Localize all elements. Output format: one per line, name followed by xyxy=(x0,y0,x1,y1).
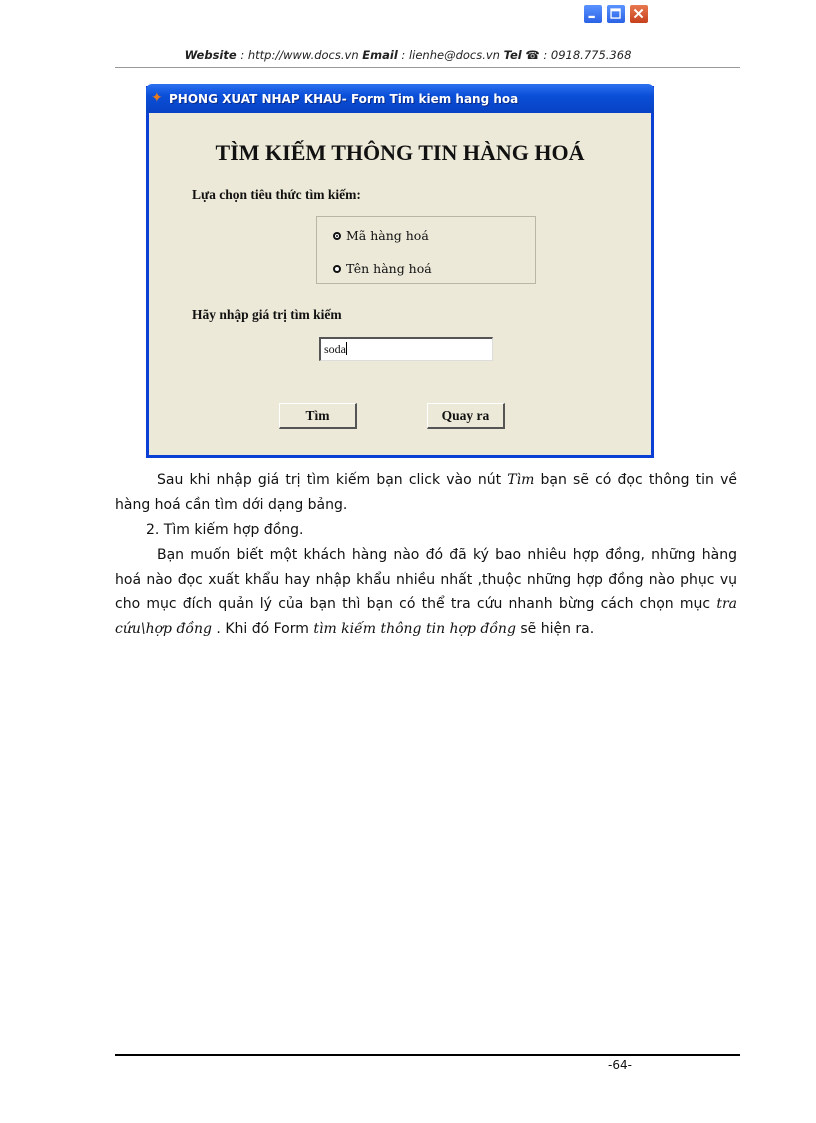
radio-product-code[interactable] xyxy=(333,228,429,243)
maximize-button[interactable] xyxy=(606,4,626,24)
radio-product-code-label: Mã hàng hoá xyxy=(346,228,429,243)
paragraph-2 xyxy=(115,543,737,641)
page-number: -64- xyxy=(608,1058,632,1072)
tel-label: Tel xyxy=(503,48,522,62)
footer-divider xyxy=(115,1054,740,1056)
paragraph-1 xyxy=(115,468,737,517)
maximize-icon xyxy=(607,5,625,23)
search-input-value: soda xyxy=(324,342,346,356)
p2-emphasis-2: tìm kiếm thông tin hợp đồng xyxy=(313,620,516,637)
p2-text-c: sẽ hiện ra. xyxy=(515,620,595,637)
p1-text-a: Sau khi nhập giá trị tìm kiếm bạn click vào nút xyxy=(157,472,508,488)
page-header xyxy=(0,48,816,62)
p1-text-b: bạn sẽ có đọc thông tin về hàng hoá cần tìm dới dạng bảng. xyxy=(115,472,737,513)
form-heading: TÌM KIẾM THÔNG TIN HÀNG HOÁ xyxy=(215,140,585,165)
list-item-2: 2. Tìm kiếm hợp đồng. xyxy=(146,522,304,538)
p2-emphasis-1: tra cứu\hợp đồng xyxy=(115,596,737,637)
tel-value: : 0918.775.368 xyxy=(539,48,632,62)
p1-emphasis: Tìm xyxy=(507,472,535,488)
radio-product-name[interactable] xyxy=(333,261,432,276)
app-icon: ✦ xyxy=(151,90,163,106)
header-divider xyxy=(115,67,740,68)
minimize-button[interactable] xyxy=(583,4,603,24)
search-value-label: Hãy nhập giá trị tìm kiếm xyxy=(192,307,342,322)
close-icon xyxy=(630,5,648,23)
radio-unchecked-icon[interactable] xyxy=(333,265,341,273)
criteria-label: Lựa chọn tiêu thức tìm kiếm: xyxy=(192,187,361,202)
email-label: Email xyxy=(362,48,398,62)
close-button[interactable] xyxy=(629,4,649,24)
minimize-icon xyxy=(584,5,602,23)
search-input[interactable] xyxy=(319,337,493,361)
text-caret xyxy=(346,342,347,355)
website-label: Website xyxy=(184,48,237,62)
p2-text-b: . Khi đó Form xyxy=(211,620,314,637)
radio-product-name-label: Tên hàng hoá xyxy=(346,261,432,276)
phone-icon: ☎ xyxy=(525,48,540,62)
window-title: PHONG XUAT NHAP KHAU- Form Tim kiem hang hoa xyxy=(169,92,519,106)
radio-checked-icon[interactable] xyxy=(333,232,341,240)
window-titlebar[interactable] xyxy=(146,84,654,113)
p2-text-a: Bạn muốn biết một khách hàng nào đó đã ký bao nhiêu hợp đồng, những hàng hoá nào đọc xuất khẩu hay nhập khẩu nhiều nhất ,thuộc những hợp đồng nào phục vụ cho mục đích quản lý của bạn thì bạn có thể tra cứu nhanh bừng cách chọn mục xyxy=(115,547,737,612)
email-value: : lienhe@docs.vn xyxy=(397,48,504,62)
website-value: : http://www.docs.vn xyxy=(236,48,363,62)
search-button[interactable]: Tìm xyxy=(279,403,357,429)
exit-button[interactable]: Quay ra xyxy=(427,403,505,429)
